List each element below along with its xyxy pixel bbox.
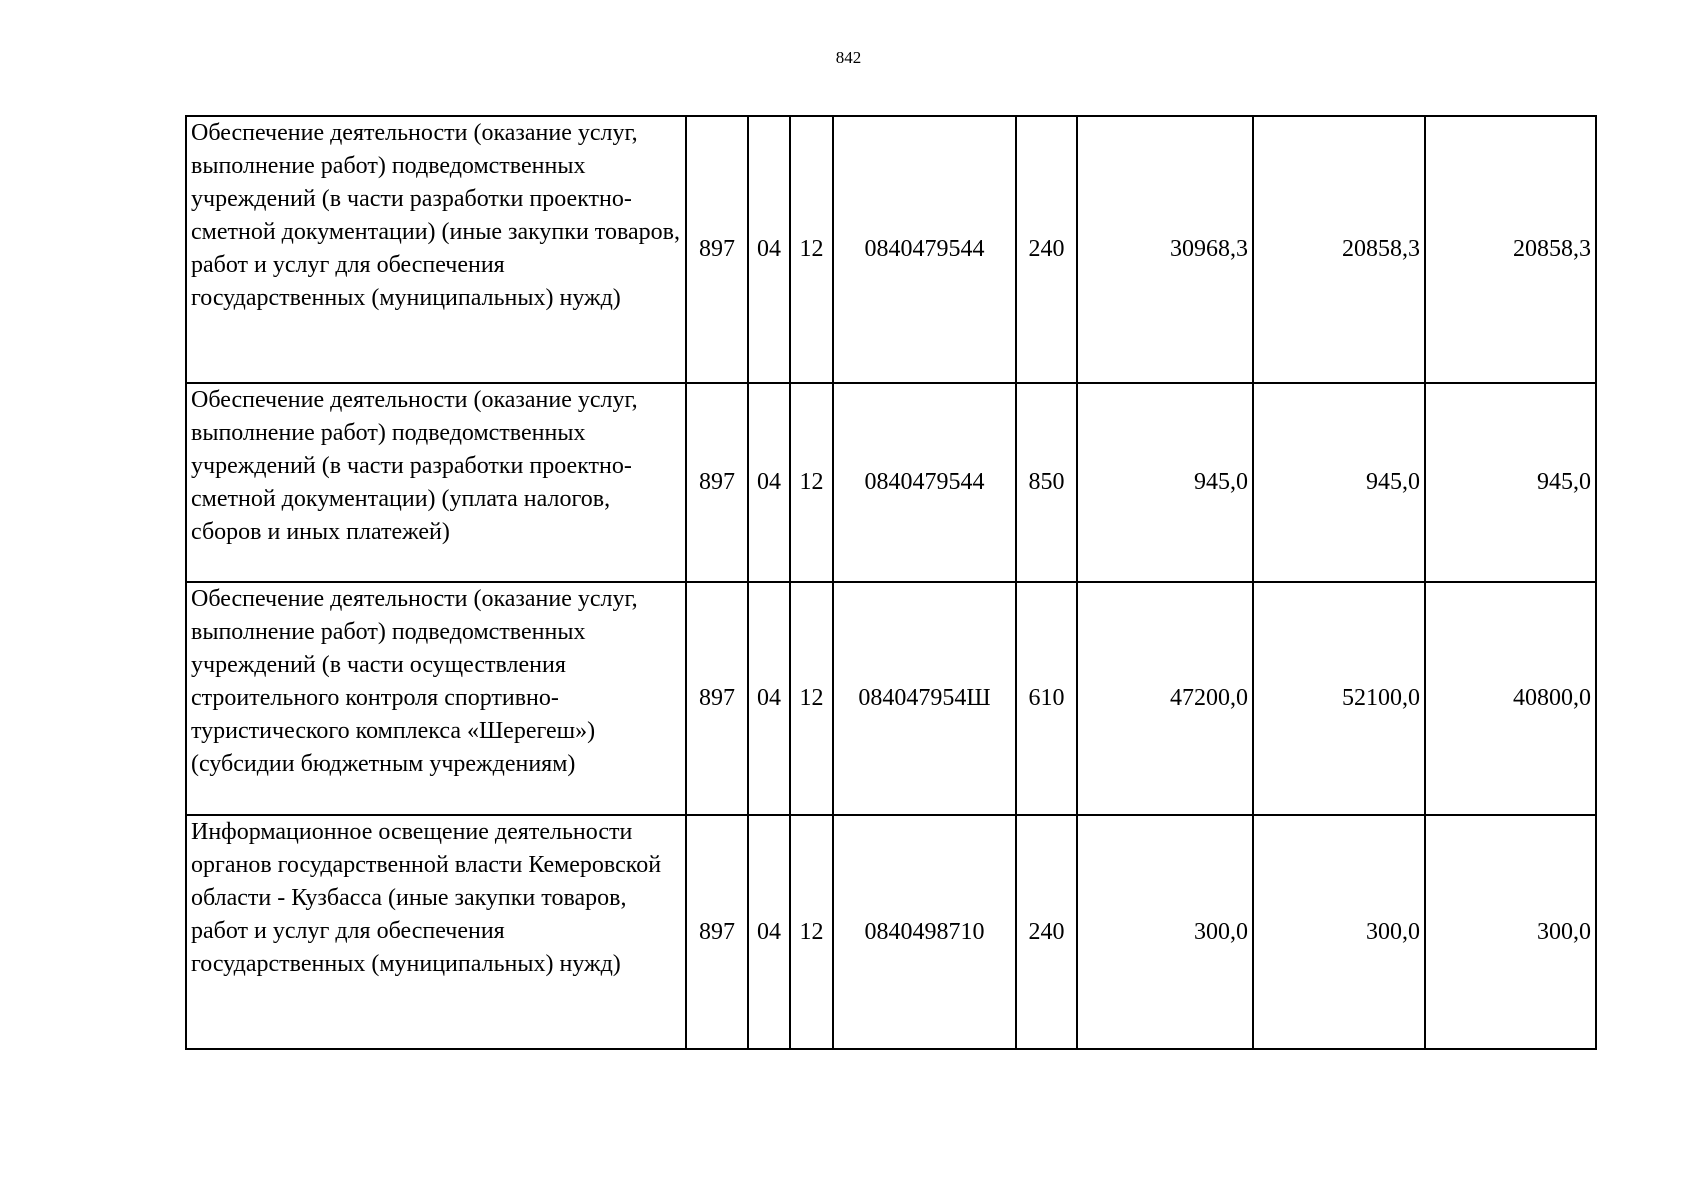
ministry-code: 897 (686, 582, 748, 815)
amount-year-3: 300,0 (1425, 815, 1596, 1049)
amount-year-2: 945,0 (1253, 383, 1425, 582)
amount-year-2: 20858,3 (1253, 116, 1425, 383)
target-article-code: 084047954Ш (833, 582, 1016, 815)
section-code: 04 (748, 582, 790, 815)
target-article-code: 0840479544 (833, 383, 1016, 582)
table-row (186, 582, 1596, 815)
table-row (186, 815, 1596, 1049)
subsection-code: 12 (790, 116, 833, 383)
amount-year-1: 945,0 (1077, 383, 1253, 582)
expense-type-code: 240 (1016, 815, 1077, 1049)
expense-type-code: 240 (1016, 116, 1077, 383)
table-row (186, 116, 1596, 383)
subsection-code: 12 (790, 383, 833, 582)
table-row (186, 383, 1596, 582)
row-description: Обеспечение деятельности (оказание услуг, выполнение работ) подведомственных учреждений (в части разработки проектно-сметной документации) (иные закупки товаров, работ и услуг для обеспечения государственных (муниципальных) нужд) (186, 116, 686, 383)
target-article-code: 0840479544 (833, 116, 1016, 383)
section-code: 04 (748, 383, 790, 582)
amount-year-2: 52100,0 (1253, 582, 1425, 815)
subsection-code: 12 (790, 582, 833, 815)
row-description: Информационное освещение деятельности органов государственной власти Кемеровской области - Кузбасса (иные закупки товаров, работ и услуг для обеспечения государственных (муниципальных) нужд) (186, 815, 686, 1049)
amount-year-3: 20858,3 (1425, 116, 1596, 383)
page-number: 842 (835, 48, 862, 67)
ministry-code: 897 (686, 383, 748, 582)
target-article-code: 0840498710 (833, 815, 1016, 1049)
ministry-code: 897 (686, 815, 748, 1049)
section-code: 04 (748, 815, 790, 1049)
amount-year-3: 945,0 (1425, 383, 1596, 582)
ministry-code: 897 (686, 116, 748, 383)
amount-year-1: 47200,0 (1077, 582, 1253, 815)
subsection-code: 12 (790, 815, 833, 1049)
budget-table (185, 115, 1597, 1050)
amount-year-3: 40800,0 (1425, 582, 1596, 815)
amount-year-1: 30968,3 (1077, 116, 1253, 383)
section-code: 04 (748, 116, 790, 383)
expense-type-code: 610 (1016, 582, 1077, 815)
amount-year-2: 300,0 (1253, 815, 1425, 1049)
row-description: Обеспечение деятельности (оказание услуг, выполнение работ) подведомственных учреждений (в части осуществления строительного контроля спортивно-туристического комплекса «Шерегеш») (субсидии бюджетным учреждениям) (186, 582, 686, 815)
amount-year-1: 300,0 (1077, 815, 1253, 1049)
expense-type-code: 850 (1016, 383, 1077, 582)
row-description: Обеспечение деятельности (оказание услуг, выполнение работ) подведомственных учреждений (в части разработки проектно-сметной документации) (уплата налогов, сборов и иных платежей) (186, 383, 686, 582)
